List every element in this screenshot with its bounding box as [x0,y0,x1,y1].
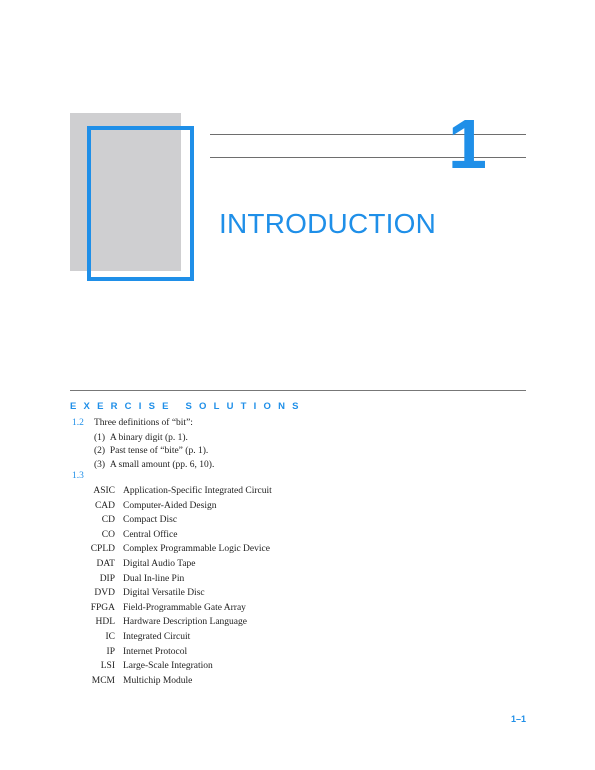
abbreviation: HDL [95,617,115,628]
abbreviation-list [70,484,272,688]
abbreviation-meaning: Field-Programmable Gate Array [123,602,246,613]
abbreviation-meaning: Compact Disc [123,515,178,526]
abbreviation: CD [101,515,115,526]
list-item [70,645,272,660]
list-item: (2) Past tense of “bite” (p. 1). [94,446,209,457]
abbreviation-meaning: Computer-Aided Design [123,500,217,511]
exercise-number: 1.3 [72,471,84,481]
list-item [70,499,272,514]
abbreviation-meaning: Large-Scale Integration [123,661,213,672]
chapter-number: 1 [448,105,487,183]
exercise-intro: Three definitions of “bit”: [94,418,193,428]
list-item [70,586,272,601]
abbreviation: CAD [94,500,115,511]
abbreviation-meaning: Hardware Description Language [123,617,247,628]
list-item: (3) A small amount (pp. 6, 10). [94,459,215,470]
list-item [70,528,272,543]
abbreviation: CPLD [90,544,115,555]
abbreviation: IC [105,631,115,642]
abbreviation-meaning: Complex Programmable Logic Device [123,544,270,555]
abbreviation: DIP [99,573,115,584]
abbreviation: LSI [100,661,115,672]
abbreviation-meaning: Multichip Module [123,675,193,686]
abbreviation: CO [101,529,115,540]
abbreviation: DAT [96,558,115,569]
list-item [70,601,272,616]
list-item [70,674,272,689]
list-item: (1) A binary digit (p. 1). [94,433,188,443]
abbreviation: ASIC [93,486,115,496]
abbreviation-meaning: Internet Protocol [123,646,188,657]
definition-list [94,432,214,472]
list-item [70,659,272,674]
abbreviation: FPGA [90,602,115,613]
page-number: 1–1 [510,714,526,724]
section-divider [70,390,526,391]
abbreviation-meaning: Central Office [123,529,178,540]
abbreviation: IP [106,646,115,657]
abbreviation-meaning: Application-Specific Integrated Circuit [123,486,272,496]
exercise-number: 1.2 [72,418,84,428]
chapter-title: INTRODUCTION [219,208,437,239]
list-item [70,484,272,499]
abbreviation: DVD [94,588,115,599]
abbreviation-meaning: Dual In-line Pin [123,573,185,584]
abbreviation-meaning: Digital Audio Tape [123,558,196,569]
list-item [70,630,272,645]
list-item [70,557,272,572]
list-item [70,572,272,587]
abbreviation: MCM [91,675,115,686]
section-heading: EXERCISE SOLUTIONS [70,401,306,412]
list-item [70,615,272,630]
abbreviation-meaning: Digital Versatile Disc [123,588,205,599]
abbreviation-meaning: Integrated Circuit [123,631,191,642]
list-item [70,542,272,557]
chapter-decoration-blue-frame [87,126,194,281]
list-item [70,513,272,528]
